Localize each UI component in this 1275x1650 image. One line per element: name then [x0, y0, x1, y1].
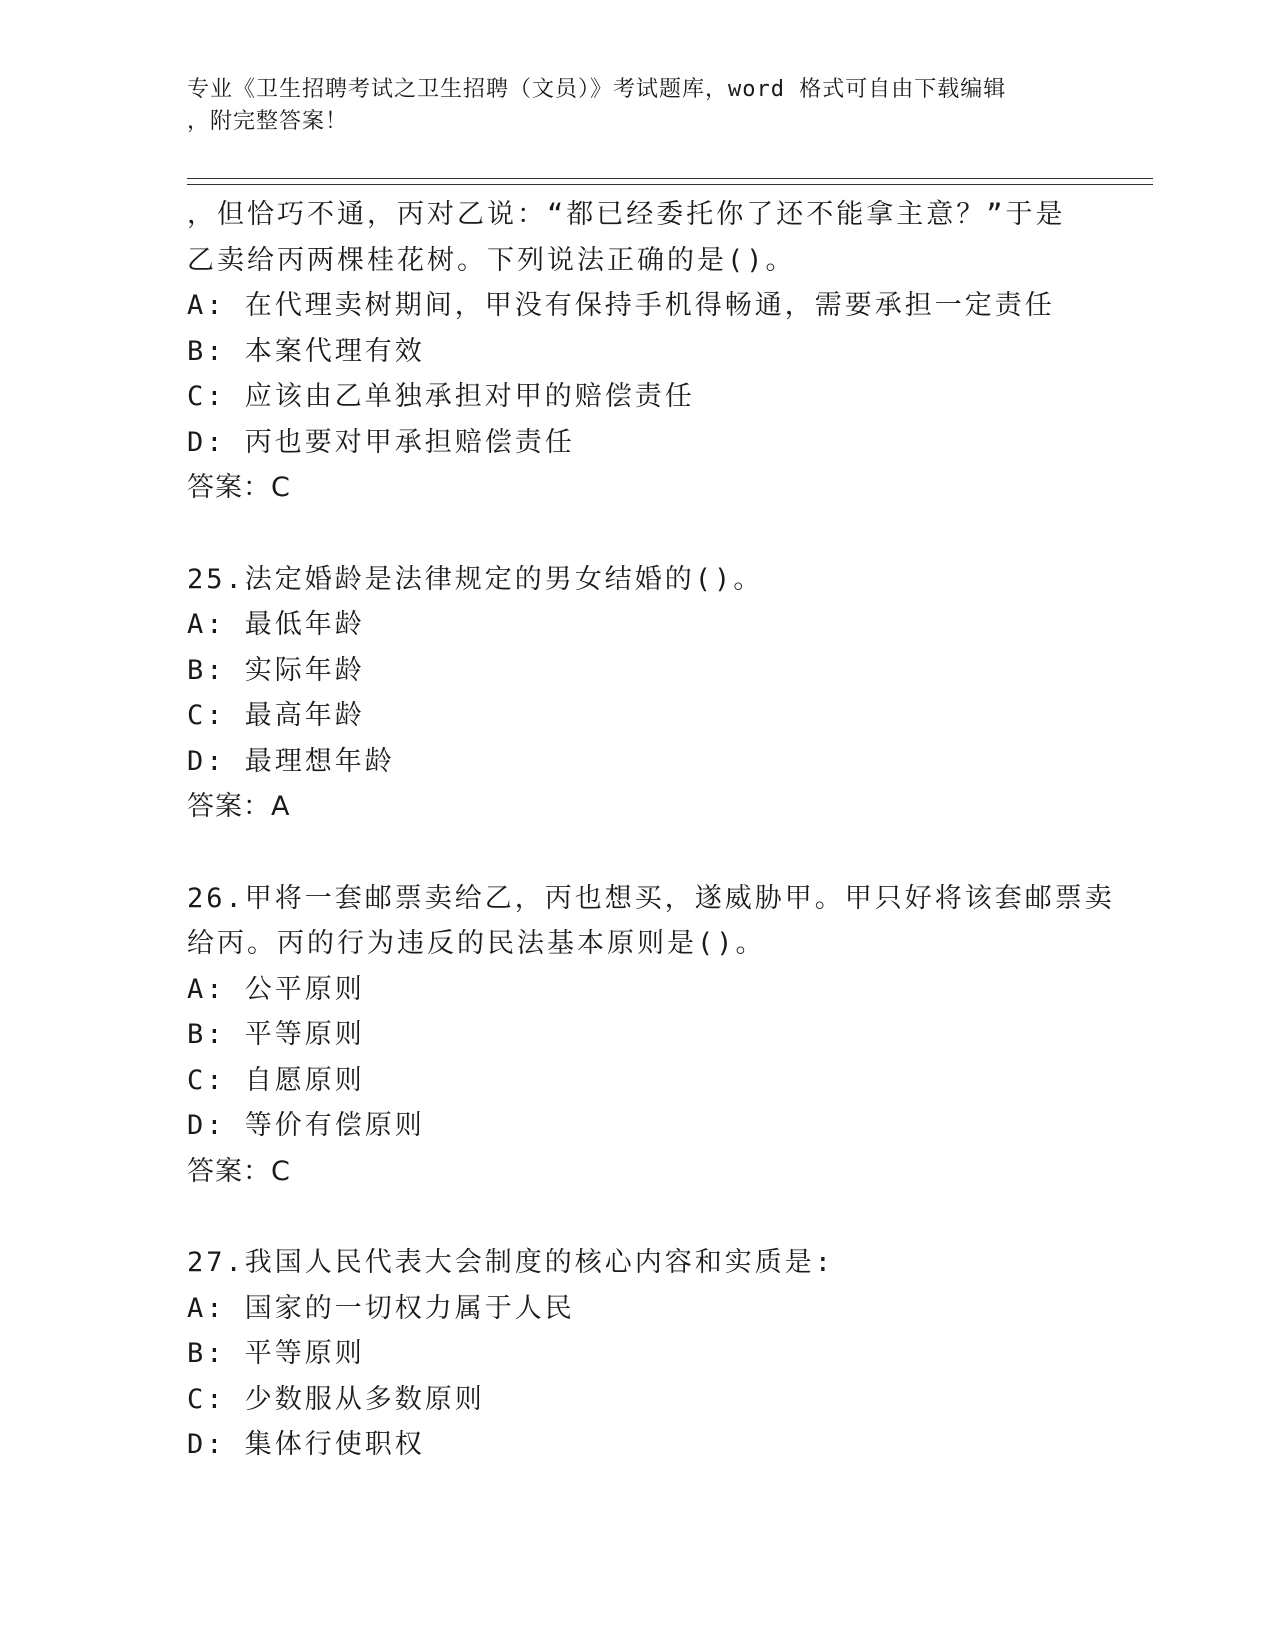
- document-header: [187, 74, 1067, 138]
- option-a: A: 在代理卖树期间，甲没有保持手机得畅通，需要承担一定责任: [187, 290, 1055, 321]
- question-stem-line: 乙卖给丙两棵桂花树。下列说法正确的是()。: [187, 244, 796, 276]
- header-divider-top: [187, 178, 1153, 179]
- question-stem: 25.法定婚龄是法律规定的男女结婚的()。: [187, 563, 764, 595]
- header-divider-bottom: [187, 184, 1153, 185]
- option-b: B: 本案代理有效: [187, 335, 425, 367]
- question-stem-line: 给丙。丙的行为违反的民法基本原则是()。: [187, 928, 766, 959]
- option-b: B: 平等原则: [187, 1019, 365, 1050]
- question-25: [187, 557, 1087, 830]
- option-d: D: 等价有偿原则: [187, 1110, 425, 1141]
- header-line-1: 专业《卫生招聘考试之卫生招聘（文员）》考试题库，word 格式可自由下载编辑: [187, 77, 1007, 102]
- header-line-2: ，附完整答案！: [187, 109, 349, 134]
- answer: 答案：A: [187, 791, 291, 822]
- answer: 答案：C: [187, 472, 291, 503]
- option-b: B: 平等原则: [187, 1338, 365, 1369]
- option-c: C: 应该由乙单独承担对甲的赔偿责任: [187, 381, 695, 412]
- question-27: [187, 1240, 1087, 1468]
- question-26: [187, 876, 1115, 1195]
- question-stem-line: 26.甲将一套邮票卖给乙，丙也想买，遂威胁甲。甲只好将该套邮票卖: [187, 882, 1115, 914]
- option-a: A: 国家的一切权力属于人民: [187, 1292, 575, 1324]
- option-c: C: 自愿原则: [187, 1064, 365, 1096]
- option-d: D: 集体行使职权: [187, 1429, 425, 1460]
- question-stem-line: ，但恰巧不通，丙对乙说：“都已经委托你了还不能拿主意？”于是: [187, 199, 1066, 230]
- option-c: C: 少数服从多数原则: [187, 1383, 485, 1415]
- answer: 答案：C: [187, 1155, 291, 1187]
- option-c: C: 最高年龄: [187, 700, 365, 731]
- question-stem: 27.我国人民代表大会制度的核心内容和实质是:: [187, 1247, 835, 1278]
- question-list: [187, 192, 1115, 1468]
- question-24: [187, 192, 1087, 511]
- option-a: A: 最低年龄: [187, 609, 365, 640]
- option-a: A: 公平原则: [187, 973, 365, 1005]
- option-d: D: 最理想年龄: [187, 745, 395, 777]
- option-d: D: 丙也要对甲承担赔偿责任: [187, 426, 575, 458]
- option-b: B: 实际年龄: [187, 654, 365, 686]
